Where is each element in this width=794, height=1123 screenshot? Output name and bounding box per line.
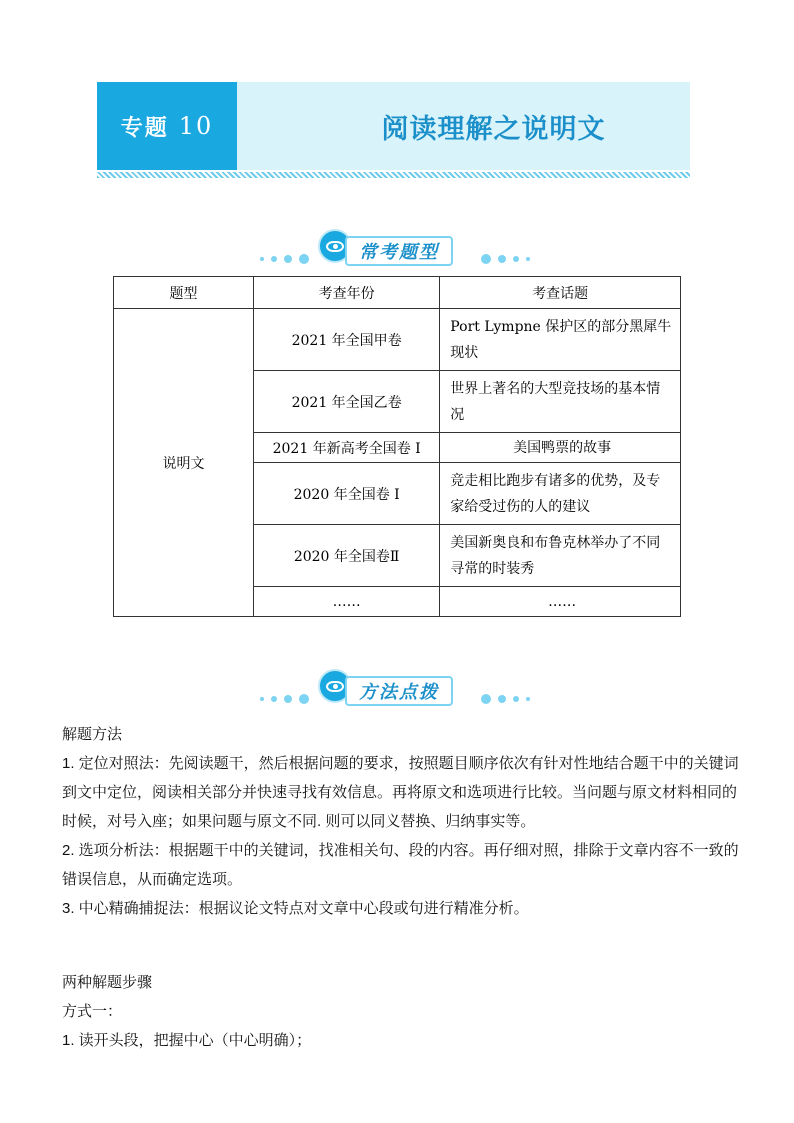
year-cell: 2020 年全国卷 I (253, 463, 439, 525)
method-section (62, 720, 742, 923)
steps-title: 两种解题步骤 (62, 974, 153, 991)
section-heading-method-tips (250, 664, 540, 714)
column-header-year: 考查年份 (253, 277, 439, 309)
header-banner (97, 82, 690, 170)
column-header-type: 题型 (114, 277, 254, 309)
section-heading-common-types (250, 224, 540, 274)
step-item: 1. 读开头段，把握中心（中心明确）； (62, 1032, 312, 1049)
topic-cell: 美国新奥良和布鲁克林举办了不同寻常的时装秀 (440, 525, 681, 587)
decorative-dots-left (260, 254, 309, 264)
section-title: 方法点拨 (345, 676, 453, 706)
year-cell: 2020 年全国卷Ⅱ (253, 525, 439, 587)
table-header-row (114, 277, 681, 309)
decorative-dots-right (481, 694, 530, 704)
topic-number: 10 (178, 112, 214, 140)
decorative-dots-left (260, 694, 309, 704)
page-title: 阅读理解之说明文 (381, 113, 606, 145)
year-cell: …… (253, 587, 439, 617)
decorative-dots-right (481, 254, 530, 264)
year-cell: 2021 年新高考全国卷 I (253, 433, 439, 463)
topic-cell: …… (440, 587, 681, 617)
year-cell: 2021 年全国乙卷 (253, 371, 439, 433)
section-title: 常考题型 (345, 236, 453, 266)
topic-label (97, 82, 237, 170)
method-item: 1. 定位对照法：先阅读题干，然后根据问题的要求，按照题目顺序依次有针对性地结合题干中的关键词到文中定位，阅读相关部分并快速寻找有效信息。再将原文和选项进行比较。当问题与原文材料相同的时候，对号入座；如果问题与原文不同. 则可以同义替换、归纳事实等。 (62, 755, 739, 830)
topic-cell: 竞走相比跑步有诸多的优势，及专家给受过伤的人的建议 (440, 463, 681, 525)
column-header-topic: 考查话题 (440, 277, 681, 309)
method-item: 3. 中心精确捕捉法：根据议论文特点对文章中心段或句进行精准分析。 (62, 900, 529, 917)
topic-cell: 世界上著名的大型竞技场的基本情况 (440, 371, 681, 433)
year-cell: 2021 年全国甲卷 (253, 309, 439, 371)
steps-section (62, 968, 742, 1055)
exam-topics-table (113, 276, 681, 617)
header-divider (97, 172, 690, 178)
method-item: 2. 选项分析法：根据题干中的关键词，找准相关句、段的内容。再仔细对照，排除于文章内容不一致的错误信息，从而确定选项。 (62, 842, 739, 888)
topic-cell: 美国鸭票的故事 (440, 433, 681, 463)
way-label: 方式一： (62, 1003, 123, 1020)
topic-label-text: 专题 (120, 114, 169, 141)
table-row (114, 309, 681, 371)
type-cell: 说明文 (114, 309, 254, 617)
method-title: 解题方法 (62, 726, 123, 743)
topic-cell: Port Lympne 保护区的部分黑犀牛现状 (440, 309, 681, 371)
